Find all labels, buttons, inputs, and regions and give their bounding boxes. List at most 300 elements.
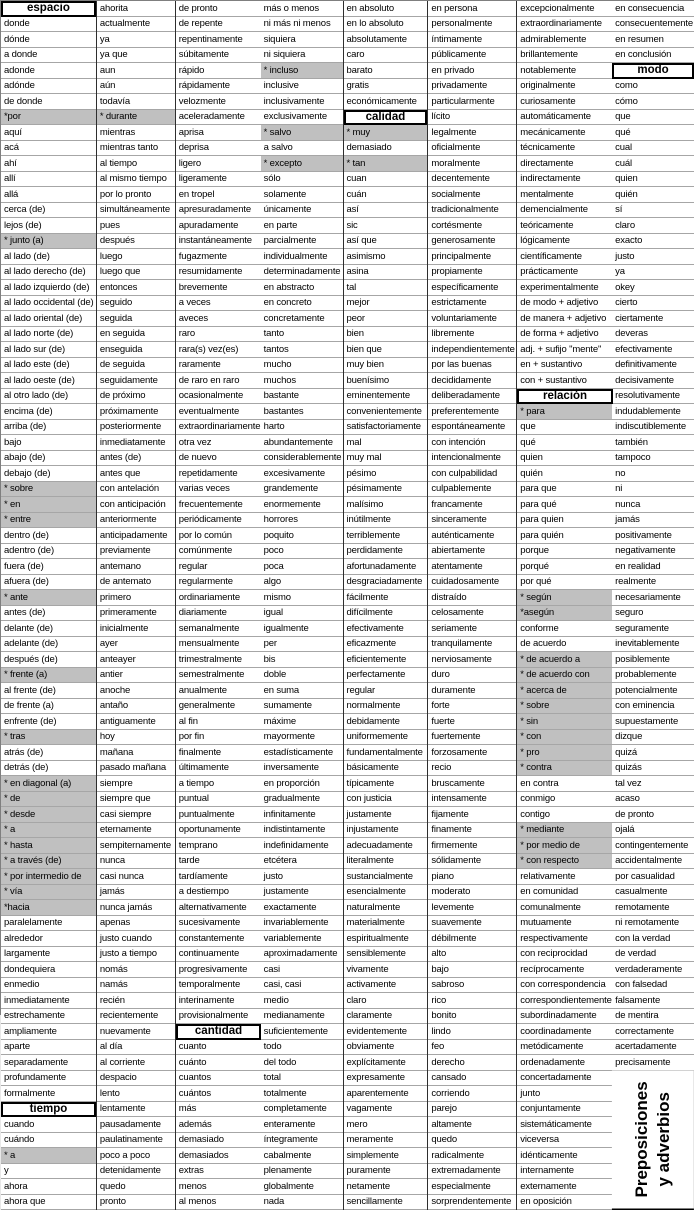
cell: completamente — [261, 1102, 343, 1118]
cell: bastante — [261, 389, 343, 405]
cell: luego — [97, 249, 175, 265]
cell: desgraciadamente — [344, 575, 428, 591]
cell: variablemente — [261, 931, 343, 947]
cell: tal vez — [612, 776, 694, 792]
cell: bis — [261, 652, 343, 668]
cell: poca — [261, 559, 343, 575]
cell: y — [1, 1164, 96, 1180]
cell: debidamente — [344, 714, 428, 730]
cell: idénticamente — [517, 1148, 613, 1164]
cell: seguido — [97, 296, 175, 312]
cell: convenientemente — [344, 404, 428, 420]
cell: difícilmente — [344, 606, 428, 622]
cell: únicamente — [261, 203, 343, 219]
cell: dentro (de) — [1, 528, 96, 544]
cell: a veces — [176, 296, 262, 312]
cell: claro — [612, 218, 694, 234]
cell: ya que — [97, 48, 175, 64]
cell: excesivamente — [261, 466, 343, 482]
cell: por las buenas — [428, 358, 516, 374]
cell: inútilmente — [344, 513, 428, 529]
cell: jamás — [612, 513, 694, 529]
cell: adonde — [1, 63, 96, 79]
highlighted-cell: * sin — [517, 714, 613, 730]
highlighted-cell: * de acuerdo con — [517, 668, 613, 684]
cell: invariablemente — [261, 916, 343, 932]
cell: dizque — [612, 730, 694, 746]
cell: altamente — [428, 1117, 516, 1133]
cell: brevemente — [176, 280, 262, 296]
cell: legalmente — [428, 125, 516, 141]
cell: a salvo — [261, 141, 343, 157]
cell: satisfactoriamente — [344, 420, 428, 436]
cell: adónde — [1, 79, 96, 95]
cell: firmemente — [428, 838, 516, 854]
cell: eminentemente — [344, 389, 428, 405]
cell: nunca jamás — [97, 900, 175, 916]
cell: en lo absoluto — [344, 17, 428, 33]
cell: por lo pronto — [97, 187, 175, 203]
cell: abajo (de) — [1, 451, 96, 467]
cell: seguro — [612, 606, 694, 622]
highlighted-cell: * a — [1, 823, 96, 839]
cell: nerviosamente — [428, 652, 516, 668]
cell: antes (de) — [97, 451, 175, 467]
cell: piano — [428, 869, 516, 885]
cell: vagamente — [344, 1102, 428, 1118]
cell: fijamente — [428, 807, 516, 823]
cell: plenamente — [261, 1164, 343, 1180]
cell: de manera + adjetivo — [517, 311, 613, 327]
cell: después — [97, 234, 175, 250]
cell: al tiempo — [97, 156, 175, 172]
cell: muy mal — [344, 451, 428, 467]
cell: normalmente — [344, 699, 428, 715]
cell: arriba (de) — [1, 420, 96, 436]
cell: más o menos — [261, 1, 343, 17]
cell: teóricamente — [517, 218, 613, 234]
cell: relativamente — [517, 869, 613, 885]
cell: quien — [517, 451, 613, 467]
cell: prácticamente — [517, 265, 613, 281]
cell: efectivamente — [612, 342, 694, 358]
cell: inevitablemente — [612, 637, 694, 653]
cell: en parte — [261, 218, 343, 234]
cell: supuestamente — [612, 714, 694, 730]
cell: íntegramente — [261, 1133, 343, 1149]
cell: otra vez — [176, 435, 262, 451]
column-3 — [176, 1, 261, 1210]
table-title-rotated: Preposiciones y adverbios — [612, 1071, 694, 1210]
cell: especialmente — [428, 1179, 516, 1195]
section-header: tiempo — [1, 1102, 96, 1118]
cell: efectivamente — [344, 621, 428, 637]
cell: después (de) — [1, 652, 96, 668]
cell: entonces — [97, 280, 175, 296]
cell: junto — [517, 1086, 613, 1102]
cell: anoche — [97, 683, 175, 699]
cell: barato — [344, 63, 428, 79]
cell: actualmente — [97, 17, 175, 33]
highlighted-cell: * contra — [517, 761, 613, 777]
cell: de frente (a) — [1, 699, 96, 715]
cell: simultáneamente — [97, 203, 175, 219]
cell: más — [176, 1102, 262, 1118]
cell: aparte — [1, 1040, 96, 1056]
cell: totalmente — [261, 1086, 343, 1102]
highlighted-cell: * pro — [517, 745, 613, 761]
cell: eficientemente — [344, 652, 428, 668]
cell: antes (de) — [1, 606, 96, 622]
cell: cerca (de) — [1, 203, 96, 219]
cell: velozmente — [176, 94, 262, 110]
cell: apresuradamente — [176, 203, 262, 219]
cell: metódicamente — [517, 1040, 613, 1056]
cell: ampliamente — [1, 1024, 96, 1040]
highlighted-cell: * con — [517, 730, 613, 746]
cell: subordinadamente — [517, 1009, 613, 1025]
cell: oportunamente — [176, 823, 262, 839]
cell: espontáneamente — [428, 420, 516, 436]
cell: independientemente — [428, 342, 516, 358]
cell: coordinadamente — [517, 1024, 613, 1040]
cell: nuevamente — [97, 1024, 175, 1040]
cell: acaso — [612, 792, 694, 808]
cell: abundantemente — [261, 435, 343, 451]
cell: oficialmente — [428, 141, 516, 157]
cell: generosamente — [428, 234, 516, 250]
cell: largamente — [1, 947, 96, 963]
cell: de antemato — [97, 575, 175, 591]
cell: demasiado — [176, 1133, 262, 1149]
cell: todo — [261, 1040, 343, 1056]
cell: obviamente — [344, 1040, 428, 1056]
cell: del todo — [261, 1055, 343, 1071]
cell: técnicamente — [517, 141, 613, 157]
cell: económicamente — [344, 94, 428, 110]
cell: de modo + adjetivo — [517, 296, 613, 312]
cell: mientras tanto — [97, 141, 175, 157]
cell: puntualmente — [176, 807, 262, 823]
cell: libremente — [428, 327, 516, 343]
cell: tranquilamente — [428, 637, 516, 653]
cell: fuerte — [428, 714, 516, 730]
cell: notablemente — [517, 63, 613, 79]
column-5 — [344, 1, 429, 1210]
cell: progresivamente — [176, 962, 262, 978]
cell: generalmente — [176, 699, 262, 715]
cell: ligero — [176, 156, 262, 172]
cell: al frente (de) — [1, 683, 96, 699]
cell: en absoluto — [344, 1, 428, 17]
cell: estadísticamente — [261, 745, 343, 761]
cell: tradicionalmente — [428, 203, 516, 219]
cell: cortésmente — [428, 218, 516, 234]
cell: en realidad — [612, 559, 694, 575]
column-4 — [261, 1, 344, 1210]
cell: explícitamente — [344, 1055, 428, 1071]
cell: enteramente — [261, 1117, 343, 1133]
cell: pronto — [97, 1195, 175, 1210]
highlighted-cell: * para — [517, 404, 613, 420]
cell: negativamente — [612, 544, 694, 560]
cell: anualmente — [176, 683, 262, 699]
cell: resolutivamente — [612, 389, 694, 405]
cell: mayormente — [261, 730, 343, 746]
cell: cuántos — [176, 1086, 262, 1102]
cell: contigo — [517, 807, 613, 823]
cell: paulatinamente — [97, 1133, 175, 1149]
cell: detrás (de) — [1, 761, 96, 777]
cell: automáticamente — [517, 110, 613, 126]
cell: celosamente — [428, 606, 516, 622]
cell: decididamente — [428, 373, 516, 389]
cell: pésimamente — [344, 482, 428, 498]
cell: básicamente — [344, 761, 428, 777]
cell: contingentemente — [612, 838, 694, 854]
cell: temprano — [176, 838, 262, 854]
cell: semestralmente — [176, 668, 262, 684]
cell: exactamente — [261, 900, 343, 916]
cell: constantemente — [176, 931, 262, 947]
cell: seriamente — [428, 621, 516, 637]
cell: rico — [428, 993, 516, 1009]
cell: en contra — [517, 776, 613, 792]
cell: claro — [344, 993, 428, 1009]
cell: sí — [612, 203, 694, 219]
cell: bajo — [1, 435, 96, 451]
cell: enmedio — [1, 978, 96, 994]
cell: hoy — [97, 730, 175, 746]
cell: súbitamente — [176, 48, 262, 64]
cell: mejor — [344, 296, 428, 312]
cell: asimismo — [344, 249, 428, 265]
cell: de mentira — [612, 1009, 694, 1025]
cell: respectivamente — [517, 931, 613, 947]
cell: claramente — [344, 1009, 428, 1025]
cell: naturalmente — [344, 900, 428, 916]
cell: interinamente — [176, 993, 262, 1009]
cell: duramente — [428, 683, 516, 699]
cell: ayer — [97, 637, 175, 653]
cell: nunca — [97, 854, 175, 870]
cell: per — [261, 637, 343, 653]
cell: bien que — [344, 342, 428, 358]
cell: paralelamente — [1, 916, 96, 932]
cell: afortunadamente — [344, 559, 428, 575]
cell: a destiempo — [176, 885, 262, 901]
cell: aún — [97, 79, 175, 95]
cell: al fin — [176, 714, 262, 730]
cell: anteriormente — [97, 513, 175, 529]
cell: mutuamente — [517, 916, 613, 932]
cell: para quién — [517, 528, 613, 544]
cell: apenas — [97, 916, 175, 932]
cell: recién — [97, 993, 175, 1009]
cell: de donde — [1, 94, 96, 110]
cell: originalmente — [517, 79, 613, 95]
cell: debajo (de) — [1, 466, 96, 482]
cell: expresamente — [344, 1071, 428, 1087]
cell: justo — [612, 249, 694, 265]
cell: gratis — [344, 79, 428, 95]
column-2 — [97, 1, 176, 1210]
cell: alto — [428, 947, 516, 963]
highlighted-cell: * muy — [344, 125, 428, 141]
cell: al otro lado (de) — [1, 389, 96, 405]
cell: alternativamente — [176, 900, 262, 916]
cell: despacio — [97, 1071, 175, 1087]
cell: como — [612, 79, 694, 95]
cell: culpablemente — [428, 482, 516, 498]
cell: comúnmente — [176, 544, 262, 560]
cell: de pronto — [176, 1, 262, 17]
cell: con justicia — [344, 792, 428, 808]
cell: sinceramente — [428, 513, 516, 529]
cell: enseguida — [97, 342, 175, 358]
highlighted-cell: * ante — [1, 590, 96, 606]
cell: cuantos — [176, 1071, 262, 1087]
cell: francamente — [428, 497, 516, 513]
cell: al lado sur (de) — [1, 342, 96, 358]
cell: correspondientemente — [517, 993, 613, 1009]
cell: indistintamente — [261, 823, 343, 839]
cell: decisivamente — [612, 373, 694, 389]
cell: cómo — [612, 94, 694, 110]
cell: nomás — [97, 962, 175, 978]
cell: detenidamente — [97, 1164, 175, 1180]
cell: qué — [612, 125, 694, 141]
cell: sencillamente — [344, 1195, 428, 1210]
cell: rápidamente — [176, 79, 262, 95]
cell: adelante (de) — [1, 637, 96, 653]
section-header: relación — [517, 389, 613, 405]
cell: internamente — [517, 1164, 613, 1180]
table-grid — [1, 1, 694, 1015]
cell: vivamente — [344, 962, 428, 978]
cell: aquí — [1, 125, 96, 141]
cell: en comunidad — [517, 885, 613, 901]
cell: verdaderamente — [612, 962, 694, 978]
cell: frecuentemente — [176, 497, 262, 513]
cell: repetidamente — [176, 466, 262, 482]
cell: ahí — [1, 156, 96, 172]
cell: concretamente — [261, 311, 343, 327]
cell: exacto — [612, 234, 694, 250]
cell: abiertamente — [428, 544, 516, 560]
cell: suficientemente — [261, 1024, 343, 1040]
cell: máxime — [261, 714, 343, 730]
cell: deprisa — [176, 141, 262, 157]
cell: auténticamente — [428, 528, 516, 544]
cell: ni más ni menos — [261, 17, 343, 33]
cell: mecánicamente — [517, 125, 613, 141]
cell: determinadamente — [261, 265, 343, 281]
cell: sabroso — [428, 978, 516, 994]
cell: aun — [97, 63, 175, 79]
cell: demencialmente — [517, 203, 613, 219]
cell: infinitamente — [261, 807, 343, 823]
cell: aparentemente — [344, 1086, 428, 1102]
cell: pausadamente — [97, 1117, 175, 1133]
cell: concertadamente — [517, 1071, 613, 1087]
cell: brillantemente — [517, 48, 613, 64]
cell: realmente — [612, 575, 694, 591]
cell: peor — [344, 311, 428, 327]
cell: poquito — [261, 528, 343, 544]
highlighted-cell: * a través (de) — [1, 854, 96, 870]
cell: que — [612, 110, 694, 126]
cell: sustancialmente — [344, 869, 428, 885]
cell: ahorita — [97, 1, 175, 17]
cell: harto — [261, 420, 343, 436]
cell: fundamentalmente — [344, 745, 428, 761]
cell: en + sustantivo — [517, 358, 613, 374]
cell: forzosamente — [428, 745, 516, 761]
cell: al lado oriental (de) — [1, 311, 96, 327]
cell: cuanto — [176, 1040, 262, 1056]
cell: demasiado — [344, 141, 428, 157]
cell: con eminencia — [612, 699, 694, 715]
cell: grandemente — [261, 482, 343, 498]
cell: mal — [344, 435, 428, 451]
cell: acertadamente — [612, 1040, 694, 1056]
cell: mientras — [97, 125, 175, 141]
cell: eventualmente — [176, 404, 262, 420]
cell: esencialmente — [344, 885, 428, 901]
section-header: cantidad — [176, 1024, 262, 1040]
cell: en oposición — [517, 1195, 613, 1210]
cell: justo cuando — [97, 931, 175, 947]
cell: previamente — [97, 544, 175, 560]
cell: temporalmente — [176, 978, 262, 994]
cell: duro — [428, 668, 516, 684]
cell: ni — [612, 482, 694, 498]
highlighted-cell: * de — [1, 792, 96, 808]
cell: mañana — [97, 745, 175, 761]
cell: de acuerdo — [517, 637, 613, 653]
cell: al lado este (de) — [1, 358, 96, 374]
cell: al lado oeste (de) — [1, 373, 96, 389]
cell: probablemente — [612, 668, 694, 684]
cell: anticipadamente — [97, 528, 175, 544]
cell: quizás — [612, 761, 694, 777]
cell: rápido — [176, 63, 262, 79]
cell: igualmente — [261, 621, 343, 637]
cell: con + sustantivo — [517, 373, 613, 389]
cell: tarde — [176, 854, 262, 870]
cell: con la verdad — [612, 931, 694, 947]
cell: seguida — [97, 311, 175, 327]
cell: indefinidamente — [261, 838, 343, 854]
cell: a donde — [1, 48, 96, 64]
cell: regular — [344, 683, 428, 699]
cell: al menos — [176, 1195, 262, 1210]
cell: inclusivamente — [261, 94, 343, 110]
cell: extras — [176, 1164, 262, 1180]
cell: parcialmente — [261, 234, 343, 250]
highlighted-cell: * a — [1, 1148, 96, 1164]
cell: en proporción — [261, 776, 343, 792]
cell: últimamente — [176, 761, 262, 777]
highlighted-cell: * sobre — [517, 699, 613, 715]
cell: mero — [344, 1117, 428, 1133]
cell: literalmente — [344, 854, 428, 870]
cell: inversamente — [261, 761, 343, 777]
cell: en seguida — [97, 327, 175, 343]
cell: gradualmente — [261, 792, 343, 808]
cell: poco a poco — [97, 1148, 175, 1164]
